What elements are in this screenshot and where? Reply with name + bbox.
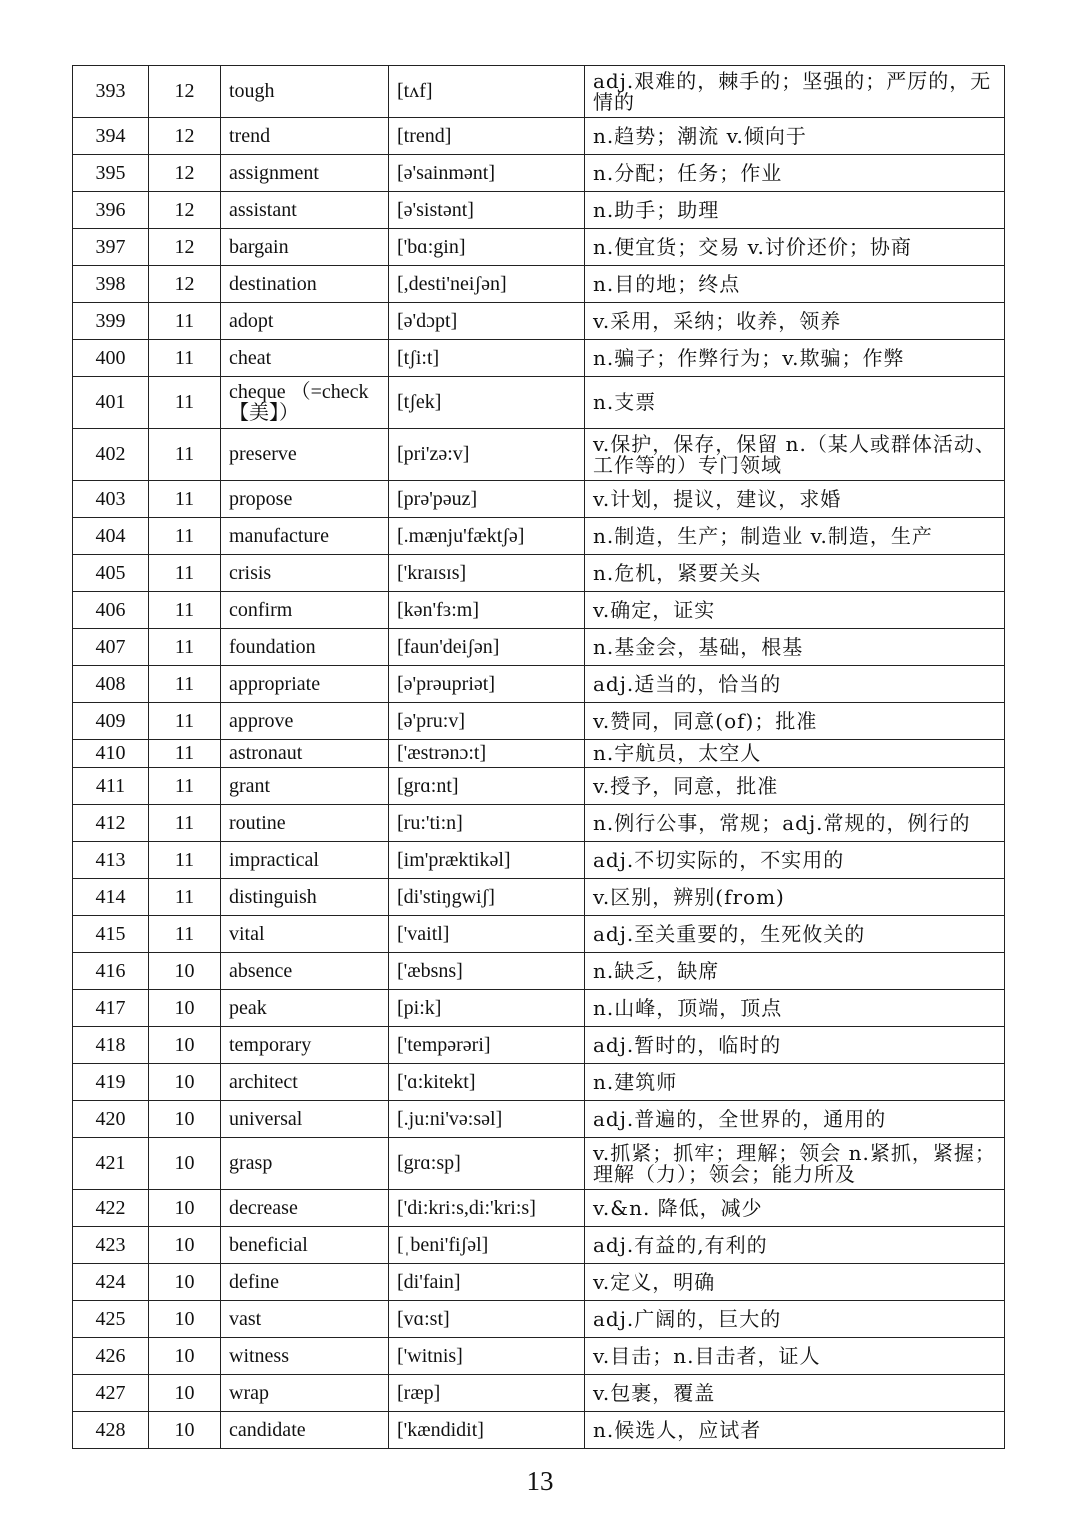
entry-word: foundation — [221, 629, 389, 666]
entry-definition: adj.广阔的，巨大的 — [585, 1301, 1005, 1338]
entry-number: 401 — [73, 377, 149, 429]
entry-word: assistant — [221, 192, 389, 229]
table-row — [73, 1064, 1005, 1101]
entry-phonetic: [grɑ:nt] — [389, 768, 585, 805]
entry-word: crisis — [221, 555, 389, 592]
table-row — [73, 266, 1005, 303]
entry-frequency: 11 — [149, 842, 221, 879]
entry-phonetic: [kən'fɜ:m] — [389, 592, 585, 629]
entry-definition: v.定义，明确 — [585, 1264, 1005, 1301]
page-number: 13 — [526, 1466, 554, 1496]
entry-definition: v.抓紧；抓牢；理解；领会 n.紧抓，紧握；理解（力）；领会；能力所及 — [585, 1138, 1005, 1190]
entry-phonetic: [prə'pəuz] — [389, 481, 585, 518]
entry-word: destination — [221, 266, 389, 303]
entry-number: 411 — [73, 768, 149, 805]
entry-frequency: 11 — [149, 429, 221, 481]
entry-phonetic: [ə'sistənt] — [389, 192, 585, 229]
entry-definition: n.助手；助理 — [585, 192, 1005, 229]
table-row — [73, 703, 1005, 740]
table-row — [73, 429, 1005, 481]
table-row — [73, 1338, 1005, 1375]
entry-definition: v.计划，提议，建议，求婚 — [585, 481, 1005, 518]
entry-phonetic: [pri'zə:v] — [389, 429, 585, 481]
entry-word: grasp — [221, 1138, 389, 1190]
vocabulary-table — [72, 65, 1005, 1449]
entry-word: define — [221, 1264, 389, 1301]
entry-word: propose — [221, 481, 389, 518]
entry-number: 397 — [73, 229, 149, 266]
table-row — [73, 118, 1005, 155]
entry-phonetic: ['tempərəri] — [389, 1027, 585, 1064]
entry-frequency: 12 — [149, 66, 221, 118]
entry-frequency: 10 — [149, 1338, 221, 1375]
entry-frequency: 11 — [149, 666, 221, 703]
entry-definition: n.趋势；潮流 v.倾向于 — [585, 118, 1005, 155]
table-row — [73, 666, 1005, 703]
entry-word: bargain — [221, 229, 389, 266]
entry-word: trend — [221, 118, 389, 155]
entry-phonetic: [di'stiŋgwiʃ] — [389, 879, 585, 916]
entry-phonetic: [tʃek] — [389, 377, 585, 429]
entry-definition: n.建筑师 — [585, 1064, 1005, 1101]
entry-phonetic: [,desti'neiʃən] — [389, 266, 585, 303]
table-row — [73, 555, 1005, 592]
entry-number: 413 — [73, 842, 149, 879]
entry-definition: v.保护，保存，保留 n.（某人或群体活动、工作等的）专门领域 — [585, 429, 1005, 481]
entry-word: witness — [221, 1338, 389, 1375]
entry-definition: v.区别，辨别(from) — [585, 879, 1005, 916]
entry-number: 422 — [73, 1190, 149, 1227]
entry-frequency: 11 — [149, 629, 221, 666]
entry-frequency: 10 — [149, 1138, 221, 1190]
entry-definition: n.宇航员，太空人 — [585, 740, 1005, 768]
entry-number: 417 — [73, 990, 149, 1027]
table-row — [73, 592, 1005, 629]
table-row — [73, 192, 1005, 229]
entry-phonetic: [di'fain] — [389, 1264, 585, 1301]
entry-definition: adj.暂时的，临时的 — [585, 1027, 1005, 1064]
entry-frequency: 11 — [149, 916, 221, 953]
table-row — [73, 1375, 1005, 1412]
entry-word: peak — [221, 990, 389, 1027]
entry-word: routine — [221, 805, 389, 842]
entry-phonetic: [grɑ:sp] — [389, 1138, 585, 1190]
entry-frequency: 11 — [149, 340, 221, 377]
entry-word: tough — [221, 66, 389, 118]
entry-phonetic: ['witnis] — [389, 1338, 585, 1375]
entry-phonetic: [tʌf] — [389, 66, 585, 118]
entry-number: 415 — [73, 916, 149, 953]
table-row — [73, 768, 1005, 805]
entry-frequency: 10 — [149, 1375, 221, 1412]
entry-definition: v.&n. 降低，减少 — [585, 1190, 1005, 1227]
table-row — [73, 1227, 1005, 1264]
entry-word: preserve — [221, 429, 389, 481]
entry-frequency: 11 — [149, 377, 221, 429]
entry-frequency: 11 — [149, 555, 221, 592]
entry-word: architect — [221, 1064, 389, 1101]
table-row — [73, 805, 1005, 842]
entry-frequency: 11 — [149, 303, 221, 340]
entry-word: vast — [221, 1301, 389, 1338]
entry-number: 427 — [73, 1375, 149, 1412]
vocabulary-table-body — [73, 66, 1005, 1449]
entry-phonetic: [ə'pru:v] — [389, 703, 585, 740]
entry-number: 424 — [73, 1264, 149, 1301]
entry-number: 398 — [73, 266, 149, 303]
entry-number: 399 — [73, 303, 149, 340]
entry-definition: n.缺乏，缺席 — [585, 953, 1005, 990]
entry-phonetic: [trend] — [389, 118, 585, 155]
entry-frequency: 10 — [149, 1264, 221, 1301]
table-row — [73, 916, 1005, 953]
entry-number: 406 — [73, 592, 149, 629]
entry-word: temporary — [221, 1027, 389, 1064]
entry-definition: n.支票 — [585, 377, 1005, 429]
entry-number: 403 — [73, 481, 149, 518]
entry-number: 402 — [73, 429, 149, 481]
entry-number: 419 — [73, 1064, 149, 1101]
entry-definition: adj.不切实际的，不实用的 — [585, 842, 1005, 879]
entry-number: 395 — [73, 155, 149, 192]
entry-definition: v.确定，证实 — [585, 592, 1005, 629]
entry-word: appropriate — [221, 666, 389, 703]
entry-word: wrap — [221, 1375, 389, 1412]
entry-phonetic: [.ju:ni'və:səl] — [389, 1101, 585, 1138]
entry-word: cheat — [221, 340, 389, 377]
entry-frequency: 12 — [149, 155, 221, 192]
entry-definition: n.制造，生产；制造业 v.制造，生产 — [585, 518, 1005, 555]
table-row — [73, 629, 1005, 666]
entry-frequency: 10 — [149, 1190, 221, 1227]
entry-number: 423 — [73, 1227, 149, 1264]
entry-frequency: 10 — [149, 1301, 221, 1338]
entry-definition: n.候选人，应试者 — [585, 1412, 1005, 1449]
entry-phonetic: [ə'sainmənt] — [389, 155, 585, 192]
entry-frequency: 12 — [149, 229, 221, 266]
table-row — [73, 879, 1005, 916]
entry-phonetic: ['æbsns] — [389, 953, 585, 990]
entry-frequency: 11 — [149, 703, 221, 740]
entry-word: candidate — [221, 1412, 389, 1449]
table-row — [73, 340, 1005, 377]
entry-phonetic: [ræp] — [389, 1375, 585, 1412]
entry-number: 416 — [73, 953, 149, 990]
entry-number: 426 — [73, 1338, 149, 1375]
entry-definition: adj.至关重要的，生死攸关的 — [585, 916, 1005, 953]
entry-word: astronaut — [221, 740, 389, 768]
table-row — [73, 740, 1005, 768]
entry-frequency: 12 — [149, 192, 221, 229]
entry-number: 412 — [73, 805, 149, 842]
entry-word: adopt — [221, 303, 389, 340]
entry-word: beneficial — [221, 1227, 389, 1264]
table-row — [73, 66, 1005, 118]
entry-frequency: 11 — [149, 518, 221, 555]
table-row — [73, 155, 1005, 192]
entry-number: 400 — [73, 340, 149, 377]
entry-frequency: 10 — [149, 990, 221, 1027]
entry-word: grant — [221, 768, 389, 805]
entry-frequency: 10 — [149, 953, 221, 990]
entry-phonetic: ['vaitl] — [389, 916, 585, 953]
entry-number: 408 — [73, 666, 149, 703]
entry-number: 420 — [73, 1101, 149, 1138]
entry-word: cheque （=check【美】） — [221, 377, 389, 429]
entry-frequency: 10 — [149, 1027, 221, 1064]
entry-frequency: 11 — [149, 592, 221, 629]
entry-number: 418 — [73, 1027, 149, 1064]
table-row — [73, 518, 1005, 555]
entry-phonetic: [tʃi:t] — [389, 340, 585, 377]
entry-frequency: 11 — [149, 879, 221, 916]
table-row — [73, 377, 1005, 429]
entry-frequency: 11 — [149, 740, 221, 768]
table-row — [73, 481, 1005, 518]
entry-phonetic: [im'præktikəl] — [389, 842, 585, 879]
entry-frequency: 10 — [149, 1064, 221, 1101]
entry-definition: n.基金会，基础，根基 — [585, 629, 1005, 666]
entry-frequency: 11 — [149, 481, 221, 518]
entry-phonetic: [vɑ:st] — [389, 1301, 585, 1338]
entry-word: impractical — [221, 842, 389, 879]
entry-phonetic: ['æstrənɔ:t] — [389, 740, 585, 768]
entry-frequency: 10 — [149, 1412, 221, 1449]
table-row — [73, 842, 1005, 879]
entry-number: 394 — [73, 118, 149, 155]
entry-phonetic: [ru:'ti:n] — [389, 805, 585, 842]
entry-definition: adj.适当的，恰当的 — [585, 666, 1005, 703]
entry-definition: v.赞同，同意(of)；批准 — [585, 703, 1005, 740]
entry-definition: n.山峰，顶端，顶点 — [585, 990, 1005, 1027]
entry-word: distinguish — [221, 879, 389, 916]
table-row — [73, 990, 1005, 1027]
entry-word: approve — [221, 703, 389, 740]
entry-definition: adj.艰难的，棘手的；坚强的；严厉的，无情的 — [585, 66, 1005, 118]
entry-phonetic: ['kændidit] — [389, 1412, 585, 1449]
entry-number: 421 — [73, 1138, 149, 1190]
entry-word: vital — [221, 916, 389, 953]
table-row — [73, 1412, 1005, 1449]
entry-phonetic: [faun'deiʃən] — [389, 629, 585, 666]
entry-phonetic: [.mænju'fæktʃə] — [389, 518, 585, 555]
entry-definition: n.危机，紧要关头 — [585, 555, 1005, 592]
entry-frequency: 11 — [149, 805, 221, 842]
entry-definition: n.分配；任务；作业 — [585, 155, 1005, 192]
entry-number: 405 — [73, 555, 149, 592]
entry-definition: v.授予，同意，批准 — [585, 768, 1005, 805]
entry-word: confirm — [221, 592, 389, 629]
table-row — [73, 1027, 1005, 1064]
entry-word: universal — [221, 1101, 389, 1138]
entry-word: assignment — [221, 155, 389, 192]
table-row — [73, 1101, 1005, 1138]
entry-word: decrease — [221, 1190, 389, 1227]
table-row — [73, 229, 1005, 266]
entry-word: absence — [221, 953, 389, 990]
entry-definition: n.目的地；终点 — [585, 266, 1005, 303]
entry-phonetic: ['kraɪsɪs] — [389, 555, 585, 592]
entry-phonetic: [ə'prəupriət] — [389, 666, 585, 703]
entry-number: 407 — [73, 629, 149, 666]
entry-definition: adj.有益的,有利的 — [585, 1227, 1005, 1264]
table-row — [73, 953, 1005, 990]
entry-frequency: 12 — [149, 266, 221, 303]
entry-number: 428 — [73, 1412, 149, 1449]
entry-frequency: 12 — [149, 118, 221, 155]
entry-phonetic: [ə'dɔpt] — [389, 303, 585, 340]
entry-number: 425 — [73, 1301, 149, 1338]
entry-number: 409 — [73, 703, 149, 740]
entry-phonetic: ['bɑ:gin] — [389, 229, 585, 266]
entry-number: 414 — [73, 879, 149, 916]
entry-frequency: 10 — [149, 1101, 221, 1138]
entry-number: 393 — [73, 66, 149, 118]
entry-number: 396 — [73, 192, 149, 229]
table-row — [73, 303, 1005, 340]
entry-number: 410 — [73, 740, 149, 768]
entry-frequency: 10 — [149, 1227, 221, 1264]
entry-phonetic: [pi:k] — [389, 990, 585, 1027]
entry-frequency: 11 — [149, 768, 221, 805]
table-row — [73, 1138, 1005, 1190]
entry-number: 404 — [73, 518, 149, 555]
entry-definition: n.例行公事，常规；adj.常规的，例行的 — [585, 805, 1005, 842]
entry-definition: n.便宜货；交易 v.讨价还价；协商 — [585, 229, 1005, 266]
table-row — [73, 1190, 1005, 1227]
entry-definition: v.包裹，覆盖 — [585, 1375, 1005, 1412]
entry-definition: v.采用，采纳；收养，领养 — [585, 303, 1005, 340]
entry-phonetic: ['ɑ:kitekt] — [389, 1064, 585, 1101]
table-row — [73, 1264, 1005, 1301]
entry-definition: n.骗子；作弊行为；v.欺骗；作弊 — [585, 340, 1005, 377]
entry-definition: v.目击；n.目击者，证人 — [585, 1338, 1005, 1375]
entry-word: manufacture — [221, 518, 389, 555]
entry-phonetic: ['di:kri:s,di:'kri:s] — [389, 1190, 585, 1227]
entry-phonetic: [ˌbeni'fiʃəl] — [389, 1227, 585, 1264]
entry-definition: adj.普遍的，全世界的，通用的 — [585, 1101, 1005, 1138]
table-row — [73, 1301, 1005, 1338]
